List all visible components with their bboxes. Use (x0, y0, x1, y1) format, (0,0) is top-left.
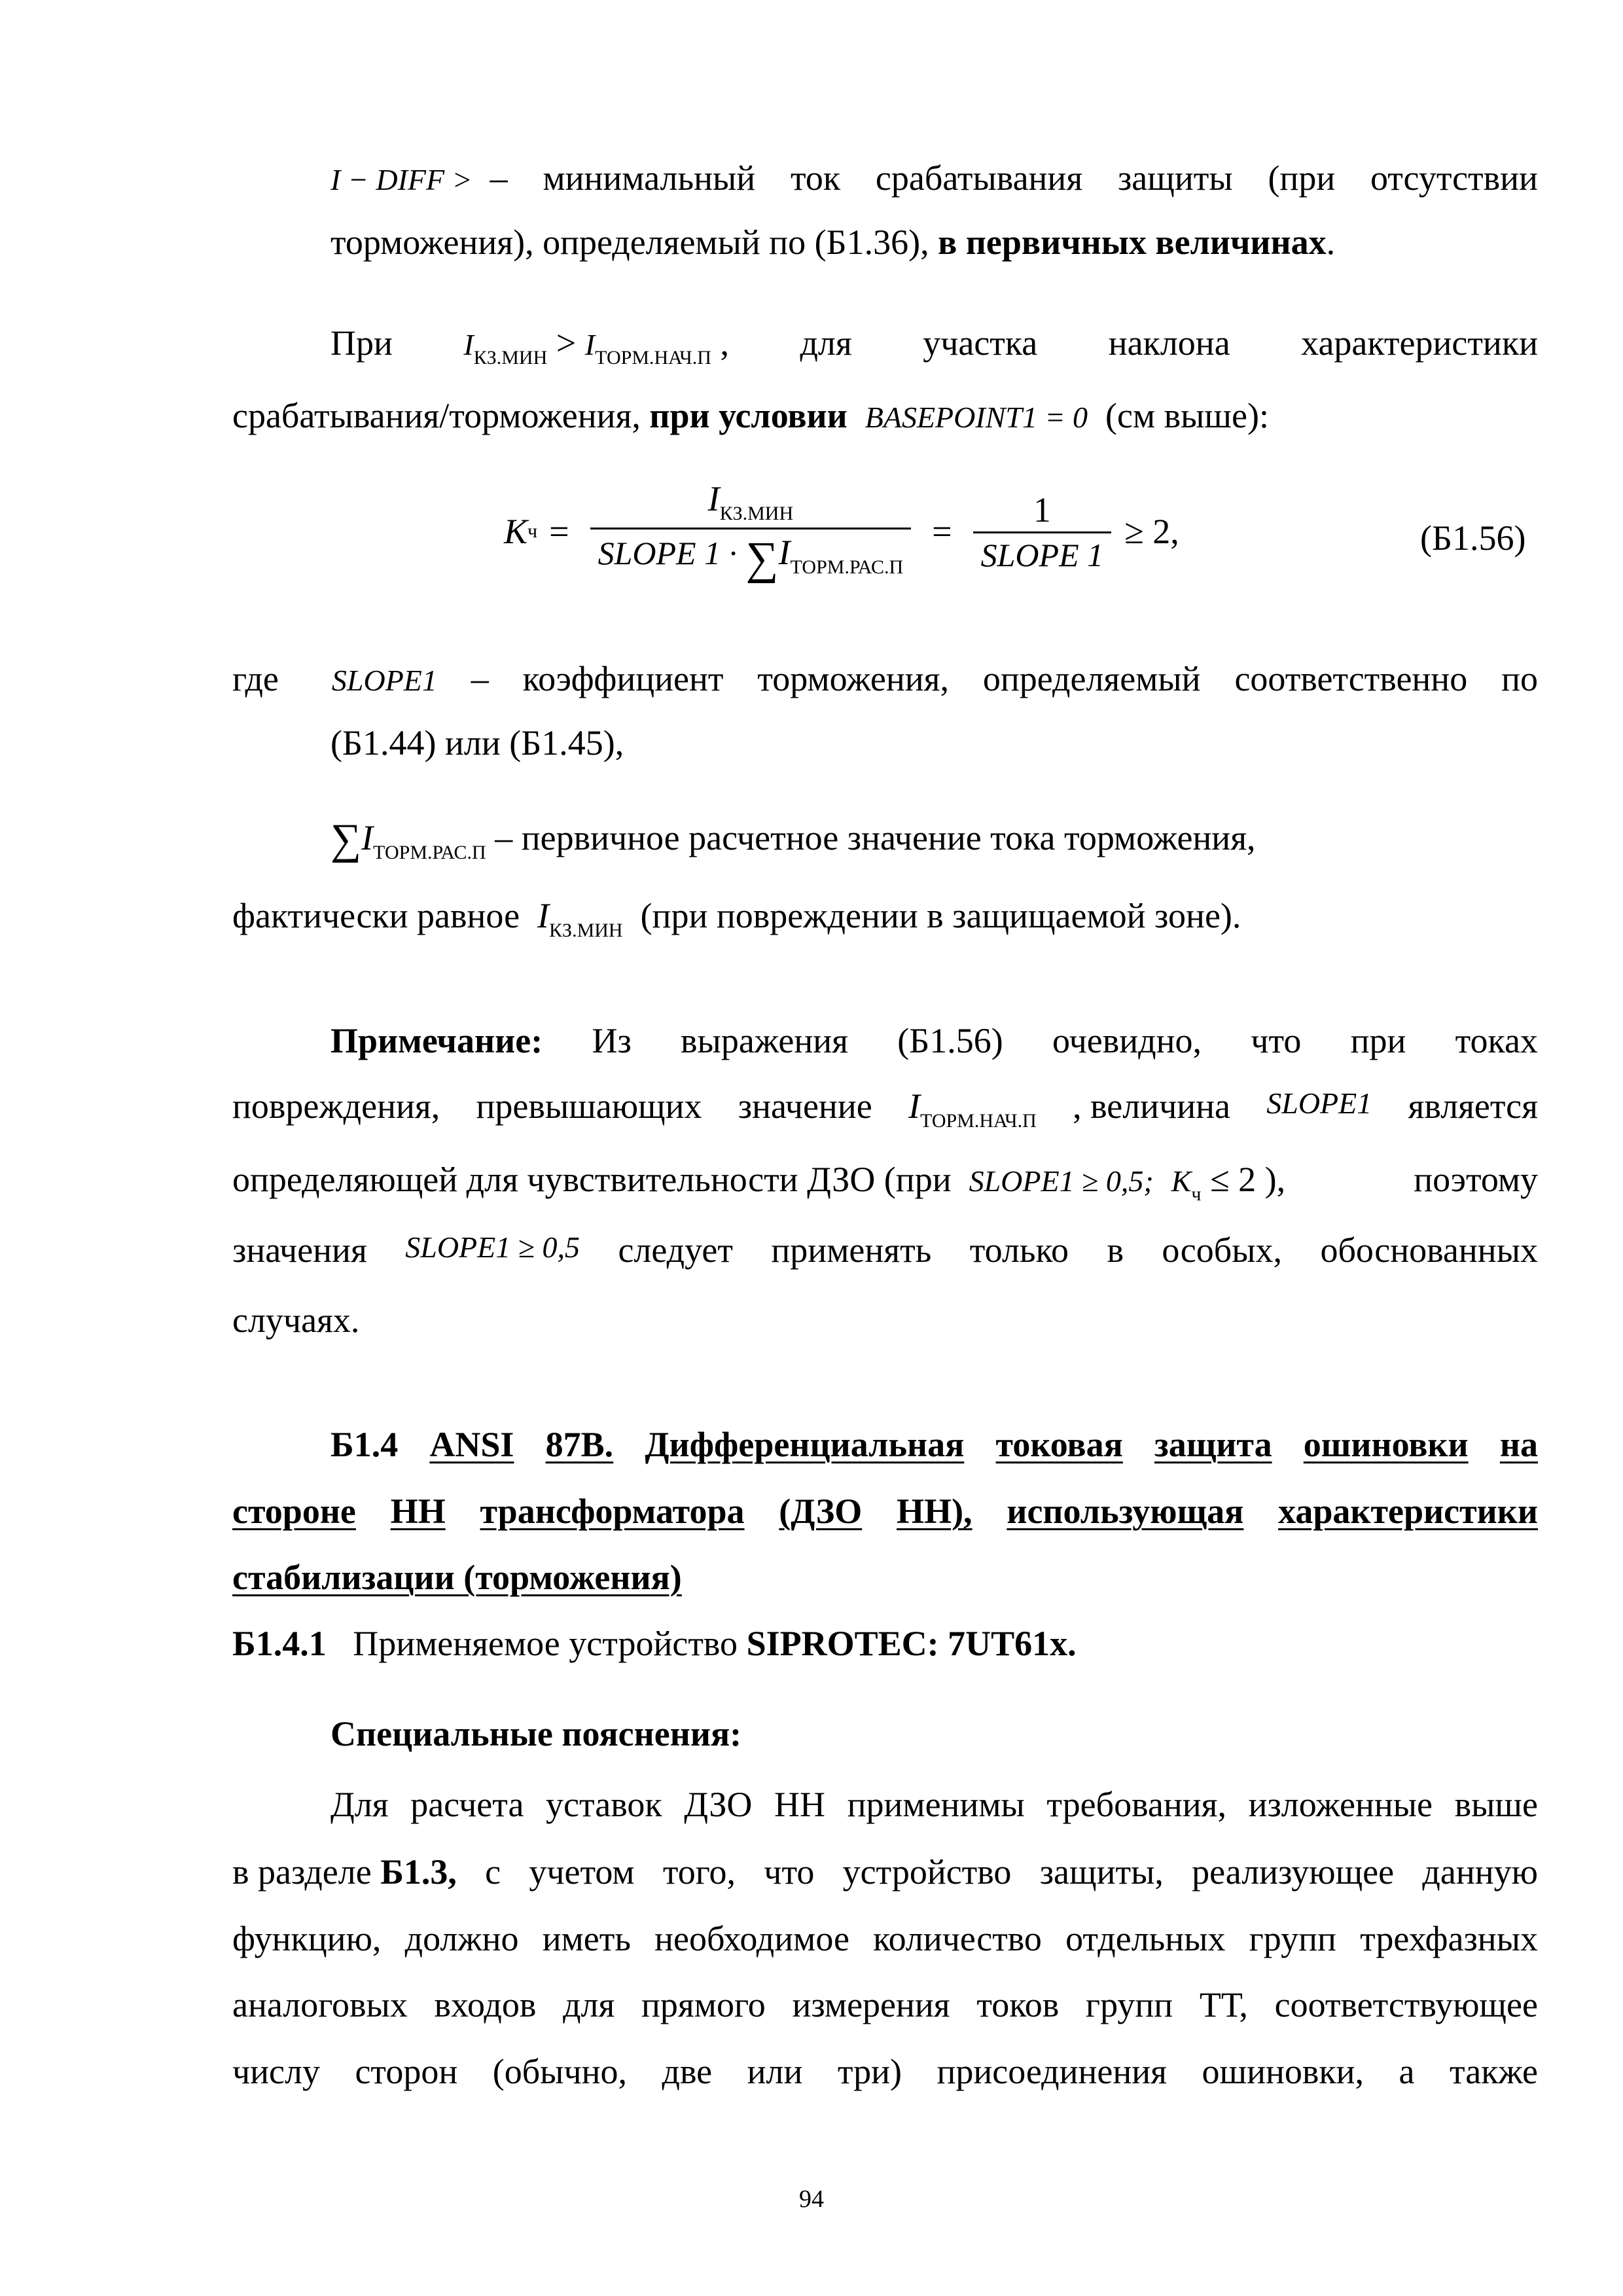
word: характеристики (1301, 323, 1538, 363)
fraction-simple: $\frac{1}{\text{SLOPE 1}}$ (973, 492, 1112, 571)
para-line-5: числу сторон (обычно, две или три) присоединения ошиновки, а также (232, 2052, 1538, 2091)
idiff-symbol: I − DIFF > (330, 163, 473, 196)
section-reference: Б1.3, (380, 1852, 457, 1892)
word: участка (923, 323, 1038, 363)
def-idiff-line-2: торможения), определяемый по (Б1.36), в первичных величинах. (330, 223, 1336, 262)
note-line-2: повреждения, превышающих значение $I_{ТОРМ.НАЧ.П}$ , величина SLOPE1 является (232, 1086, 1538, 1132)
word: отсутствии (1370, 158, 1538, 198)
inequality-formula: $I_{КЗ.МИН} > I_{ТОРМ.НАЧ.П}$ , (463, 323, 729, 368)
subsection-heading: Б1.4.1 Применяемое устройство SIPROTEC: 7UT61x. (232, 1624, 1077, 1663)
where-line-2: (Б1.44) или (Б1.45), (330, 723, 624, 762)
para-line-2: в разделе Б1.3, с учетом того, что устройство защиты, реализующее данную (232, 1852, 1538, 1892)
word: (при (1268, 158, 1336, 198)
para-line-4: аналоговых входов для прямого измерения токов групп ТТ, соответствующее (232, 1985, 1538, 2024)
note-label: Примечание: (330, 1021, 543, 1060)
page-number: 94 (799, 2185, 824, 2213)
slope1-symbol: SLOPE1 (331, 664, 437, 697)
note-line-4: значения SLOPE1 ≥ 0,5 следует применять только в особых, обоснованных (232, 1230, 1538, 1270)
section-heading-line-3: стабилизации (торможения) (232, 1558, 682, 1597)
section-heading-line-2: стороне НН трансформатора (ДЗО НН), использующая характеристики (232, 1492, 1538, 1531)
section-number: Б1.4 (330, 1425, 399, 1464)
condition-line-2: срабатывания/торможения, при условии BASEPOINT1 = 0 (см выше): (232, 396, 1269, 435)
word: ток (791, 158, 841, 198)
section-heading-line-1: Б1.4 ANSI 87B. Дифференциальная токовая защита ошиновки на (330, 1425, 1538, 1464)
equation-b1-56: K ч = $\frac{I_{КЗ.МИН}}{SLOPE 1 \cdot \sum I_{ТОРМ.РАС.П}}$ = $\frac{1}{\text{SLOPE 1}}$ ≥ 2, (504, 479, 1179, 584)
word: минимальный (543, 158, 756, 198)
note-line-1: Примечание: Из выражения (Б1.56) очевидно, что при токах (330, 1021, 1538, 1060)
word: наклона (1108, 323, 1230, 363)
note-line-5: случаях. (232, 1300, 360, 1340)
def-idiff-line: I − DIFF > – минимальный ток срабатывания защиты (при отсутствии (330, 158, 1538, 198)
word: защиты (1117, 158, 1233, 198)
basepoint-formula: BASEPOINT1 = 0 (865, 401, 1088, 434)
condition-line: При $I_{КЗ.МИН} > I_{ТОРМ.НАЧ.П}$ , для участка наклона характеристики (330, 323, 1538, 368)
subsection-number: Б1.4.1 (232, 1624, 327, 1663)
note-line-3: определяющей для чувствительности ДЗО (при SLOPE1 ≥ 0,5; $K_ч \le 2$ ), поэтому (232, 1160, 1538, 1205)
word: срабатывания (875, 158, 1083, 198)
para-line-3: функцию, должно иметь необходимое количество отдельных групп трехфазных (232, 1919, 1538, 1958)
para-line-1: Для расчета уставок ДЗО НН применимы требования, изложенные выше (330, 1785, 1538, 1824)
word: для (800, 323, 852, 363)
equation-number: (Б1.56) (1420, 518, 1526, 558)
fraction-main: $\frac{I_{КЗ.МИН}}{SLOPE 1 \cdot \sum I_{ТОРМ.РАС.П}}$ (590, 481, 912, 582)
sum-definition-line: $\sum I_{ТОРМ.РАС.П}$ – первичное расчетное значение тока торможения, (330, 816, 1256, 863)
fact-line: фактически равное $I_{КЗ.МИН}$ (при повреждении в защищаемой зоне). (232, 896, 1241, 941)
special-notes-heading: Специальные пояснения: (330, 1714, 742, 1753)
bold-phrase: в первичных величинах (938, 223, 1327, 262)
where-line: где SLOPE1 – коэффициент торможения, определяемый соответственно по (232, 659, 1538, 698)
